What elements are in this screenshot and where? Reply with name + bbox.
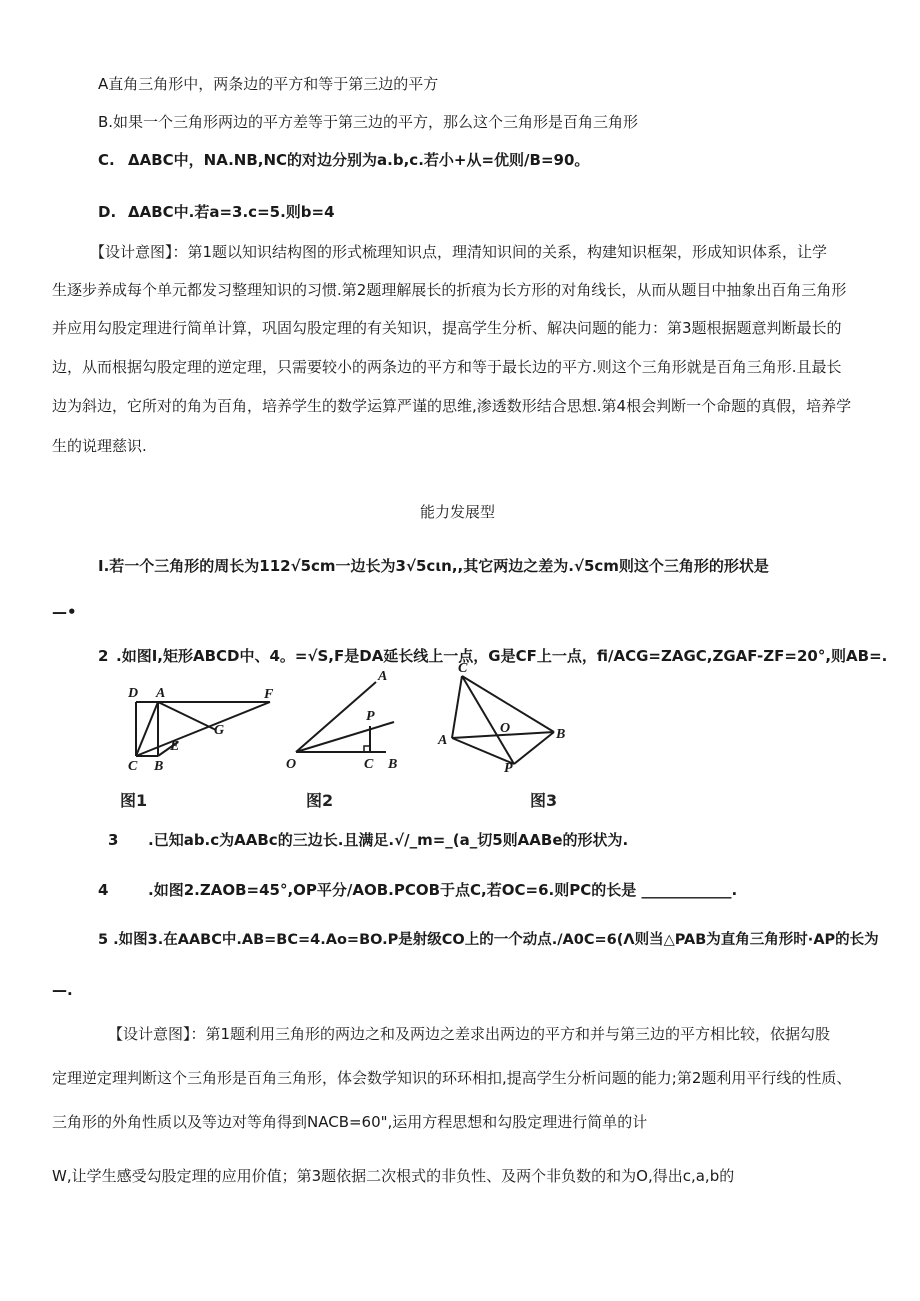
fig1-edge-ag xyxy=(158,702,216,730)
design1-line: 并应用勾股定理进行简单计算，巩固勾股定理的有关知识，提高学生分析、解决问题的能力：第3题根据题意判断最长的 xyxy=(52,319,842,337)
fig1-label-d: D xyxy=(128,686,139,701)
question-2-number: 2 xyxy=(98,647,109,665)
question-5-blank: —. xyxy=(52,981,73,999)
fig1-label-f: F xyxy=(264,687,274,702)
fig2-ray-oa xyxy=(296,682,376,752)
option-c: ΔABC中，NA.NB,NC的对边分别为a.b,c.若小+从=优则/B=90。 xyxy=(128,151,590,169)
fig2-label-c: C xyxy=(364,757,374,772)
design2-line: 三角形的外角性质以及等边对等角得到NACB=60",运用方程思想和勾股定理进行简单的计 xyxy=(52,1113,648,1131)
section-title: 能力发展型 xyxy=(420,503,496,521)
fig3-label-a: A xyxy=(438,733,448,748)
question-2: .如图I,矩形ABCD中、4。=√S,F是DA延长线上一点，G是CF上一点，fi∕ACG=ZAGC,ZGAF-ZF=20°,则AB=. xyxy=(116,647,888,665)
fig2-label-a: A xyxy=(378,669,388,684)
option-d: ΔABC中.若a=3.c=5.则b=4 xyxy=(128,203,335,221)
fig3-label-p: P xyxy=(504,761,513,774)
question-4: .如图2.ZAOB=45°,OP平分/AOB.PCOB于点C,若OC=6.则PC的长是 ____________. xyxy=(148,881,738,899)
design1-line: 生逐步养成每个单元都发习整理知识的习惯.第2题理解展长的折痕为长方形的对角线长，从而从题目中抽象出百角三角形 xyxy=(52,281,847,299)
design1-line: 【设计意图】：第1题以知识结构图的形式梳理知识点，理清知识间的关系，构建知识框架，形成知识体系，让学 xyxy=(90,243,828,261)
fig1-label-c: C xyxy=(128,759,138,774)
figure-3 xyxy=(432,662,572,774)
design2-line: 定理逆定理判断这个三角形是百角三角形，体会数学知识的环环相扣,提高学生分析问题的能力;第2题利用平行线的性质、 xyxy=(52,1069,852,1087)
fig2-bisector-op xyxy=(296,722,394,752)
fig3-segment-bp xyxy=(514,732,554,764)
question-5: 5 .如图3.在AABC中.AB=BC=4.Ao=BO.P是射级CO上的一个动点./A0C=6(Λ则当△PAB为直角三角形时·AP的长为 xyxy=(98,932,879,948)
fig3-label-b: B xyxy=(556,727,566,742)
figure-1 xyxy=(126,684,282,774)
fig1-label-g: G xyxy=(214,723,225,738)
question-3: .已知ab.c为AABc的三边长.且满足.√/_m=_(a_切5则AABe的形状为. xyxy=(148,831,629,849)
fig2-label-b: B xyxy=(388,757,398,772)
question-1-blank: —• xyxy=(52,603,77,621)
question-1: I.若一个三角形的周长为112√5cm一边长为3√5cιn,,其它两边之差为.√5cm则这个三角形的形状是 xyxy=(98,557,769,575)
fig2-label-p: P xyxy=(366,709,375,724)
design1-line: 边为斜边，它所对的角为百角，培养学生的数学运算严谨的思维,渗透数形结合思想.第4根会判断一个命题的真假，培养学 xyxy=(52,397,852,415)
figure-3-caption: 图3 xyxy=(530,791,558,810)
fig3-edge-ca xyxy=(452,676,462,738)
figure-1-caption: 图1 xyxy=(120,791,148,810)
option-b: B.如果一个三角形两边的平方差等于第三边的平方，那么这个三角形是百角三角形 xyxy=(98,113,639,131)
figure-2-caption: 图2 xyxy=(306,791,334,810)
figure-2 xyxy=(284,668,404,776)
design2-line: 【设计意图】：第1题利用三角形的两边之和及两边之差求出两边的平方和并与第三边的平方相比较，依据勾股 xyxy=(108,1025,831,1043)
fig1-label-a: A xyxy=(156,686,166,701)
design1-line: 生的说理慈识. xyxy=(52,437,147,455)
option-d-label: D. xyxy=(98,203,117,221)
design1-line: 边，从而根据勾股定理的逆定理，只需要较小的两条边的平方和等于最长边的平方.则这个三角形就是百角三角形.且最长 xyxy=(52,358,842,376)
fig1-label-b: B xyxy=(154,759,164,774)
fig1-edge-cf xyxy=(136,702,270,756)
design2-line: W,让学生感受勾股定理的应用价值；第3题依据二次根式的非负性、及两个非负数的和为O,得出c,a,b的 xyxy=(52,1167,735,1185)
fig2-label-o: O xyxy=(286,757,297,772)
option-a: A直角三角形中，两条边的平方和等于第三边的平方 xyxy=(98,75,439,93)
option-c-label: C. xyxy=(98,151,115,169)
fig3-label-o: O xyxy=(500,721,511,736)
question-4-number: 4 xyxy=(98,881,109,899)
fig3-label-c: C xyxy=(458,662,468,676)
fig1-label-e: E xyxy=(170,739,180,754)
fig3-ray-cp xyxy=(462,676,514,764)
question-3-number: 3 xyxy=(108,831,119,849)
